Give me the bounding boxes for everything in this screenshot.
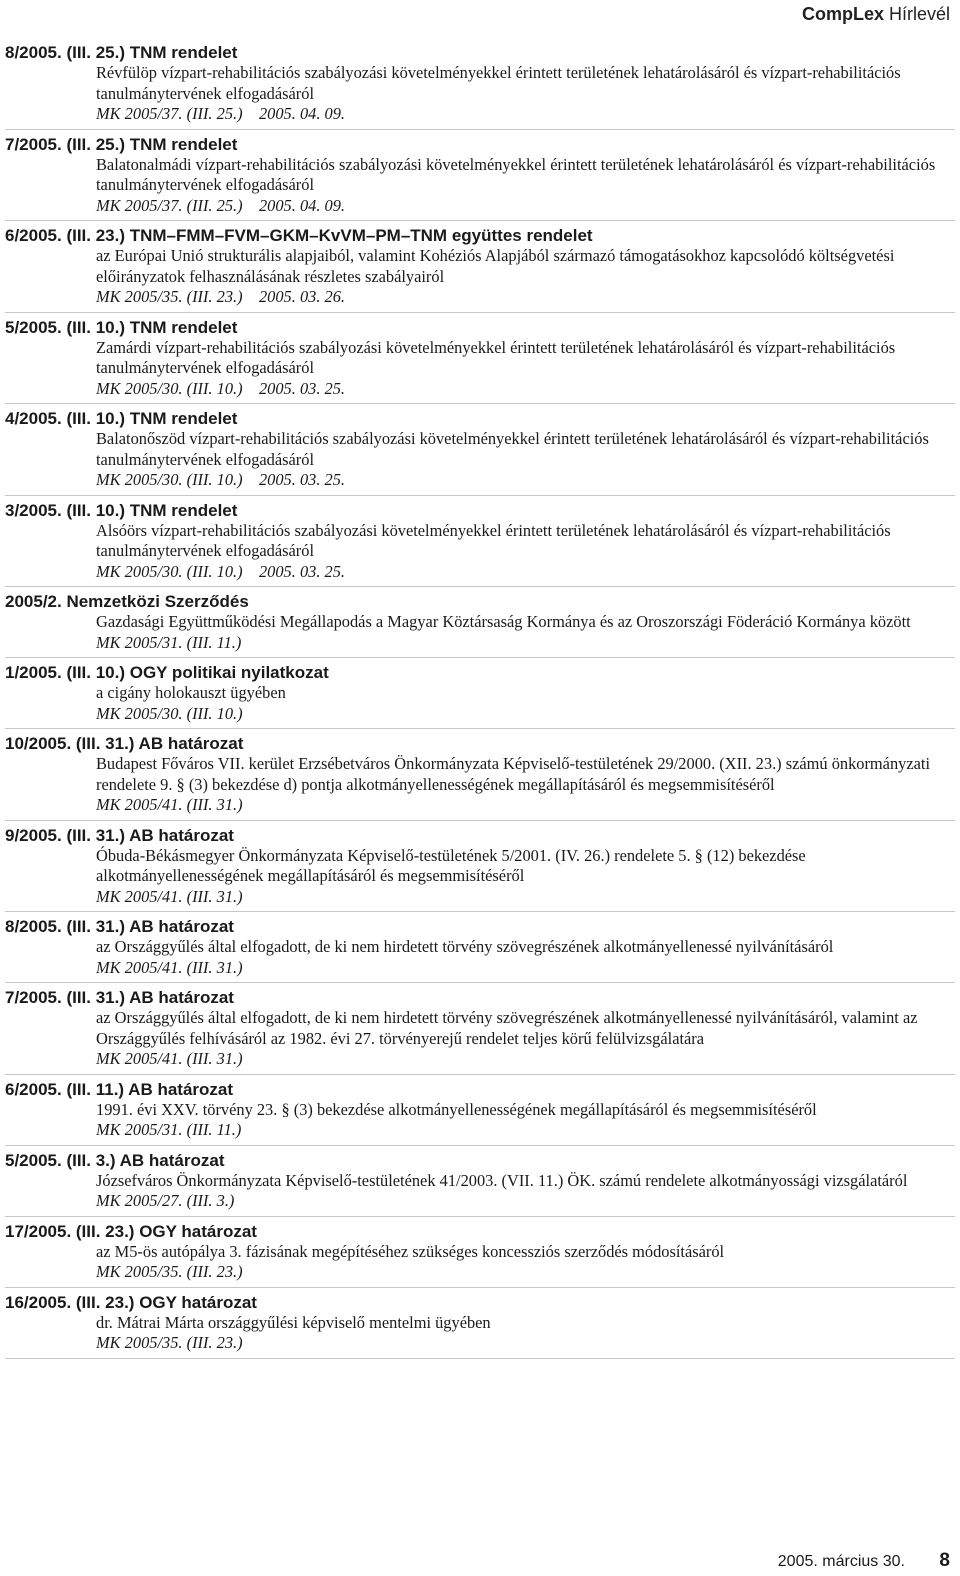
legislation-entry <box>5 1150 955 1217</box>
entry-body <box>96 1242 955 1283</box>
entry-body <box>96 521 955 583</box>
entry-description: az M5-ös autópálya 3. fázisának megépítéséhez szükséges koncessziós szerződés módosításáról <box>96 1241 725 1261</box>
page-footer <box>778 1550 950 1572</box>
entry-description: Balatonőszöd vízpart-rehabilitációs szabályozási követelményekkel érintett területének lehatárolásáról és vízpart-rehabilitációs tanulmánytervének elfogadásáról <box>96 429 929 469</box>
entry-gazette-reference: MK 2005/30. (III. 10.) 2005. 03. 25. <box>96 561 346 581</box>
legislation-entry <box>5 1079 955 1146</box>
legislation-entry <box>5 916 955 983</box>
entry-body <box>96 1008 955 1070</box>
entry-description: Zamárdi vízpart-rehabilitációs szabályozási követelményekkel érintett területének lehatárolásáról és vízpart-rehabilitációs tanulmánytervének elfogadásáról <box>96 337 896 377</box>
entry-title: 16/2005. (III. 23.) OGY határozat <box>5 1292 257 1312</box>
entry-title: 7/2005. (III. 25.) TNM rendelet <box>5 134 238 154</box>
legislation-entry <box>5 1221 955 1288</box>
entry-description: Révfülöp vízpart-rehabilitációs szabályozási követelményekkel érintett területének lehatárolásáról és vízpart-rehabilitációs tanulmánytervének elfogadásáról <box>96 63 901 103</box>
entry-title: 6/2005. (III. 11.) AB határozat <box>5 1079 234 1099</box>
entry-gazette-reference: MK 2005/41. (III. 31.) <box>96 886 243 906</box>
entry-description: a cigány holokauszt ügyében <box>96 683 286 702</box>
entry-body <box>96 846 955 908</box>
entry-title: 5/2005. (III. 10.) TNM rendelet <box>5 317 238 337</box>
entry-gazette-reference: MK 2005/27. (III. 3.) <box>96 1191 235 1210</box>
entry-title: 3/2005. (III. 10.) TNM rendelet <box>5 500 238 520</box>
entry-body <box>96 63 955 125</box>
issue-date: 2005. március 30. <box>777 1553 905 1570</box>
entry-description: Gazdasági Együttműködési Megállapodás a Magyar Köztársaság Kormánya és az Oroszországi Föderáció Kormánya között <box>96 612 911 631</box>
entry-description: 1991. évi XXV. törvény 23. § (3) bekezdése alkotmányellenességének megállapításáról és megsemmisítéséről <box>96 1099 817 1119</box>
legislation-entry <box>5 825 955 913</box>
entry-title: 6/2005. (III. 23.) TNM–FMM–FVM–GKM–KvVM–PM–TNM együttes rendelet <box>5 226 593 245</box>
entry-description: az Európai Unió strukturális alapjaiból, valamint Kohéziós Alapjából származó támogatásokhoz kapcsolódó költségvetési előirányzatok felhasználásának részletes szabályairól <box>96 246 895 286</box>
entry-gazette-reference: MK 2005/31. (III. 11.) <box>96 632 242 652</box>
entry-gazette-reference: MK 2005/31. (III. 11.) <box>96 1120 242 1139</box>
entry-description: Óbuda-Békásmegyer Önkormányzata Képviselő-testületének 5/2001. (IV. 26.) rendelete 5. § (12) bekezdése alkotmányellenességének megállapításáról és megsemmisítéséről <box>96 845 806 885</box>
entry-description: Balatonalmádi vízpart-rehabilitációs szabályozási követelményekkel érintett területének lehatárolásáról és vízpart-rehabilitációs tanulmánytervének elfogadásáról <box>96 154 936 194</box>
legislation-entry <box>5 42 955 130</box>
entry-title: 8/2005. (III. 25.) TNM rendelet <box>5 43 238 62</box>
legislation-entry <box>5 591 955 658</box>
entry-gazette-reference: MK 2005/35. (III. 23.) 2005. 03. 26. <box>96 287 346 306</box>
legislation-entry <box>5 500 955 588</box>
brand-name: CompLex <box>801 4 884 24</box>
entry-gazette-reference: MK 2005/41. (III. 31.) <box>96 957 243 977</box>
legislation-entry <box>5 1292 955 1359</box>
entry-body <box>96 429 955 491</box>
entry-title: 9/2005. (III. 31.) AB határozat <box>5 825 234 845</box>
entry-body <box>96 937 955 978</box>
entry-body <box>96 155 955 217</box>
entry-description: Alsóörs vízpart-rehabilitációs szabályozási követelményekkel érintett területének lehatárolásáról és vízpart-rehabilitációs tanulmánytervének elfogadásáról <box>96 520 891 560</box>
legislation-entry <box>5 225 955 313</box>
entry-gazette-reference: MK 2005/35. (III. 23.) <box>96 1333 243 1352</box>
entry-body <box>96 1313 955 1354</box>
entry-body <box>96 1100 955 1141</box>
legislation-entry <box>5 408 955 496</box>
entry-description: az Országgyűlés által elfogadott, de ki nem hirdetett törvény szövegrészének alkotmányellenessé nyilvánításáról <box>96 937 834 956</box>
entry-body <box>96 754 955 816</box>
legislation-list <box>5 42 955 1363</box>
brand-subtitle: Hírlevél <box>888 4 950 24</box>
page-number: 8 <box>939 1550 950 1571</box>
entry-gazette-reference: MK 2005/37. (III. 25.) 2005. 04. 09. <box>96 104 346 123</box>
entry-title: 1/2005. (III. 10.) OGY politikai nyilatkozat <box>5 663 329 682</box>
entry-body <box>96 1171 955 1212</box>
entry-title: 2005/2. Nemzetközi Szerződés <box>5 592 249 611</box>
entry-body <box>96 612 955 653</box>
legislation-entry <box>5 662 955 729</box>
entry-body <box>96 338 955 400</box>
publication-brand <box>802 4 950 25</box>
entry-title: 7/2005. (III. 31.) AB határozat <box>5 988 234 1007</box>
entry-description: dr. Mátrai Márta országgyűlési képviselő mentelmi ügyében <box>96 1312 491 1332</box>
entry-gazette-reference: MK 2005/41. (III. 31.) <box>96 795 243 814</box>
entry-description: Józsefváros Önkormányzata Képviselő-testületének 41/2003. (VII. 11.) ÖK. számú rendelete alkotmányossági vizsgálatáról <box>96 1170 908 1190</box>
entry-gazette-reference: MK 2005/35. (III. 23.) <box>96 1262 243 1281</box>
entry-title: 8/2005. (III. 31.) AB határozat <box>5 917 234 936</box>
legislation-entry <box>5 733 955 821</box>
entry-gazette-reference: MK 2005/30. (III. 10.) 2005. 03. 25. <box>96 470 346 489</box>
entry-gazette-reference: MK 2005/41. (III. 31.) <box>96 1049 243 1068</box>
legislation-entry <box>5 987 955 1075</box>
entry-title: 17/2005. (III. 23.) OGY határozat <box>5 1221 257 1241</box>
legislation-entry <box>5 134 955 222</box>
entry-title: 10/2005. (III. 31.) AB határozat <box>5 734 244 753</box>
entry-gazette-reference: MK 2005/30. (III. 10.) <box>96 703 243 723</box>
entry-body <box>96 246 955 308</box>
entry-description: Budapest Főváros VII. kerület Erzsébetváros Önkormányzata Képviselő-testületének 29/2000. (XII. 23.) számú önkormányzati rendelete 9. § (3) bekezdése d) pontja alkotmányellenességének megállapításáról és megsemmisítéséről <box>96 754 931 794</box>
entry-title: 5/2005. (III. 3.) AB határozat <box>5 1150 225 1170</box>
entry-gazette-reference: MK 2005/30. (III. 10.) 2005. 03. 25. <box>96 378 346 398</box>
legislation-entry <box>5 317 955 405</box>
entry-title: 4/2005. (III. 10.) TNM rendelet <box>5 409 238 428</box>
entry-body <box>96 683 955 724</box>
entry-description: az Országgyűlés által elfogadott, de ki nem hirdetett törvény szövegrészének alkotmányellenessé nyilvánításáról, valamint az Országgyűlés felhívásáról az 1982. évi 27. törvényerejű rendelet teljes körű felülvizsgálatára <box>96 1008 918 1048</box>
entry-gazette-reference: MK 2005/37. (III. 25.) 2005. 04. 09. <box>96 195 346 215</box>
